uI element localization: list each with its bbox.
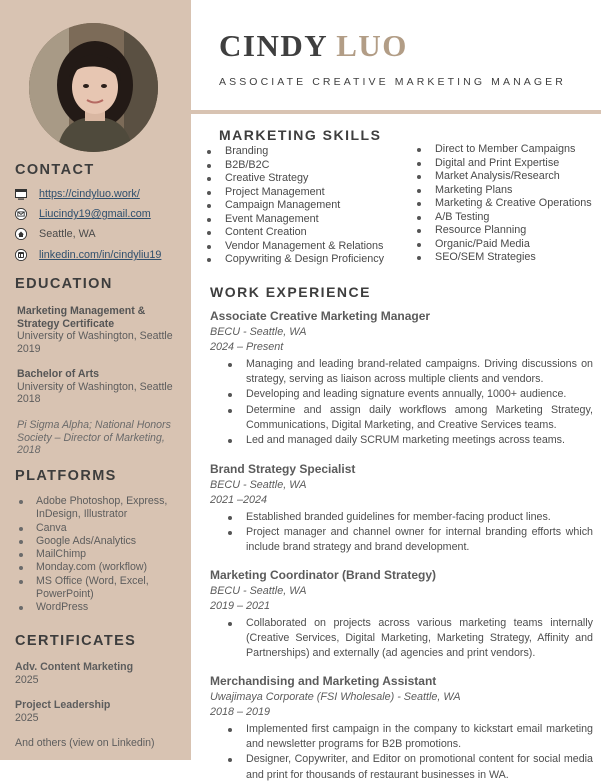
job-entry <box>210 674 593 783</box>
list-item: Led and managed daily SCRUM marketing meetings across teams. <box>246 433 593 448</box>
certificate-year: 2025 <box>15 673 39 686</box>
skill-item: SEO/SEM Strategies <box>417 251 601 265</box>
job-dates: 2024 – Present <box>210 341 284 353</box>
job-entry <box>210 568 593 662</box>
platform-text: Google Ads/Analytics <box>36 534 137 547</box>
skill-item: Digital and Print Expertise <box>417 157 601 171</box>
list-item <box>17 548 187 561</box>
job-bullets <box>210 722 593 783</box>
list-item: Determine and assign daily workflows among Marketing Strategy, Communications, Digital Marketing, and Creative Services teams. <box>246 403 593 433</box>
platform-text: MailChimp <box>36 548 87 561</box>
list-item <box>17 575 187 602</box>
education-heading: EDUCATION <box>15 276 113 292</box>
sidebar <box>0 0 191 760</box>
list-item: Collaborated on projects across various marketing teams internally (Creative Services, Digital Marketing, Marketing Strategy, Affinity and Partnerships) and externally (ad agencies and print vendors). <box>246 616 593 662</box>
experience-heading: WORK EXPERIENCE <box>210 284 371 300</box>
platform-text: InDesign, Illustrator <box>36 508 128 521</box>
skills-list-right <box>417 143 601 265</box>
education-honors <box>17 419 189 457</box>
location-text: Seattle, WA <box>39 228 96 240</box>
platform-text: Canva <box>36 521 67 534</box>
job-title: Associate Creative Marketing Manager <box>210 309 431 323</box>
edu-degree: Bachelor of Arts <box>17 368 100 380</box>
job-entry <box>210 462 593 556</box>
job-company: BECU - Seattle, WA <box>210 479 307 491</box>
certificate-name: Adv. Content Marketing <box>15 661 134 673</box>
platform-text: Adobe Photoshop, Express, <box>36 495 168 507</box>
job-company: Uwajimaya Corporate (FSI Wholesale) - Seattle, WA <box>210 691 461 703</box>
job-title: Marketing Coordinator (Brand Strategy) <box>210 568 437 582</box>
last-name: LUO <box>336 28 408 63</box>
contact-heading: CONTACT <box>15 162 95 178</box>
skill-item: Resource Planning <box>417 224 601 238</box>
profile-photo <box>29 23 158 152</box>
list-item <box>17 495 187 522</box>
skill-item: A/B Testing <box>417 211 601 225</box>
certificate-name: Project Leadership <box>15 699 111 711</box>
job-dates: 2021 –2024 <box>210 494 268 506</box>
honors-year: 2018 <box>17 444 41 456</box>
list-item <box>17 601 187 614</box>
job-bullets <box>210 616 593 662</box>
certificates-heading: CERTIFICATES <box>15 633 137 649</box>
list-item: Implemented first campaign in the company to kickstart email marketing and newsletter programs for B2B promotions. <box>246 722 593 752</box>
home-icon <box>15 228 27 240</box>
job-company: BECU - Seattle, WA <box>210 326 307 338</box>
contact-website[interactable] <box>15 186 140 202</box>
skill-item: B2B/B2C <box>207 159 412 173</box>
job-company: BECU - Seattle, WA <box>210 585 307 597</box>
skill-item: Organic/Paid Media <box>417 238 601 252</box>
edu-degree: Strategy Certificate <box>17 317 115 330</box>
list-item: Project manager and channel owner for internal branding efforts which include brand strategy and brand development. <box>246 525 593 555</box>
skills-heading: MARKETING SKILLS <box>219 127 382 143</box>
contact-linkedin[interactable] <box>15 247 161 263</box>
certificates-others: And others (view on Linkedin) <box>15 737 155 749</box>
contact-email[interactable] <box>15 206 151 222</box>
job-entry <box>210 309 593 448</box>
skill-item: Creative Strategy <box>207 172 412 186</box>
skills-list-left <box>207 145 412 267</box>
skill-item: Copywriting & Design Proficiency <box>207 253 412 267</box>
edu-school: University of Washington, Seattle <box>17 330 173 342</box>
website-link[interactable]: https://cindyluo.work/ <box>39 188 140 200</box>
role-subtitle: ASSOCIATE CREATIVE MARKETING MANAGER <box>219 76 566 88</box>
edu-year: 2018 <box>17 393 41 405</box>
skill-item: Direct to Member Campaigns <box>417 143 601 157</box>
job-dates: 2019 – 2021 <box>210 600 271 612</box>
skill-item: Vendor Management & Relations <box>207 240 412 254</box>
skill-item: Market Analysis/Research <box>417 170 601 184</box>
skill-item: Content Creation <box>207 226 412 240</box>
edu-school: University of Washington, Seattle <box>17 380 173 393</box>
list-item <box>17 535 187 548</box>
certificate-item <box>15 699 110 724</box>
job-title: Merchandising and Marketing Assistant <box>210 674 437 688</box>
platforms-list <box>17 495 187 615</box>
platform-text: WordPress <box>36 601 89 614</box>
avatar <box>29 23 158 152</box>
honors-line: Society – Director of Marketing, <box>17 431 165 444</box>
education-item <box>17 305 189 355</box>
skill-item: Project Management <box>207 186 412 200</box>
monitor-icon <box>15 188 27 200</box>
list-item: Established branded guidelines for member-facing product lines. <box>246 510 593 525</box>
job-bullets <box>210 510 593 556</box>
linkedin-icon <box>15 249 27 261</box>
list-item: Designer, Copywriter, and Editor on promotional content for social media and print for thousands of restaurant businesses in WA. <box>246 752 593 782</box>
linkedin-link[interactable]: linkedin.com/in/cindyliu19 <box>39 249 162 261</box>
email-link[interactable]: Liucindy19@gmail.com <box>39 208 151 220</box>
education-item <box>17 368 189 406</box>
platform-text: MS Office (Word, Excel, <box>36 574 149 587</box>
platform-text: Monday.com (workflow) <box>36 561 148 574</box>
platform-text: PowerPoint) <box>36 588 94 601</box>
edu-degree: Marketing Management & <box>17 305 146 317</box>
skill-item: Branding <box>207 145 412 159</box>
skill-item: Campaign Management <box>207 199 412 213</box>
certificate-item <box>15 661 133 686</box>
name-title <box>219 28 408 64</box>
honors-line: Pi Sigma Alpha; National Honors <box>17 419 171 431</box>
job-title: Brand Strategy Specialist <box>210 462 356 476</box>
list-item: Managing and leading brand-related campaigns. Driving discussions on strategy, serving as liaison across multiple clients and vendors. <box>246 357 593 387</box>
first-name: CINDY <box>219 28 327 63</box>
email-icon <box>15 208 27 220</box>
contact-location <box>15 226 96 242</box>
job-dates: 2018 – 2019 <box>210 706 271 718</box>
skill-item: Event Management <box>207 213 412 227</box>
skill-item: Marketing Plans <box>417 184 601 198</box>
list-item <box>17 561 187 574</box>
skill-item: Marketing & Creative Operations <box>417 197 601 211</box>
list-item: Developing and leading signature events annually, 1000+ audience. <box>246 387 593 402</box>
header-divider <box>191 110 601 114</box>
list-item <box>17 522 187 535</box>
platforms-heading: PLATFORMS <box>15 468 117 484</box>
certificate-year: 2025 <box>15 711 39 724</box>
job-bullets <box>210 357 593 448</box>
edu-year: 2019 <box>17 342 41 355</box>
